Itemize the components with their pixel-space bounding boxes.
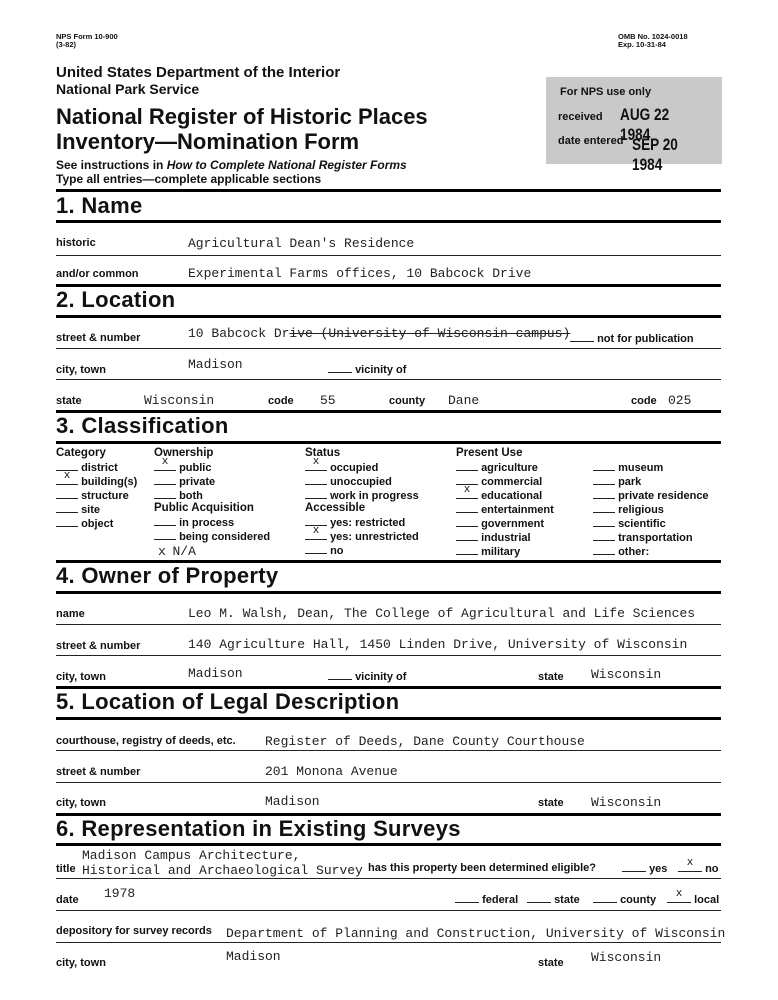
owner-city-value: Madison bbox=[188, 666, 243, 681]
accessible-mark: x bbox=[312, 525, 320, 537]
section-2-title: 2. Location bbox=[56, 287, 176, 312]
form-number: NPS Form 10-900 bbox=[56, 32, 118, 41]
present-use-label: museum bbox=[618, 462, 664, 474]
survey-title-value-1: Madison Campus Architecture, bbox=[82, 848, 301, 863]
ownership-option bbox=[154, 456, 215, 475]
survey-title-value-2: Historical and Archaeological Survey bbox=[82, 863, 363, 878]
status-option bbox=[305, 475, 419, 489]
owner-state-value: Wisconsin bbox=[591, 667, 662, 682]
stamp-heading: For NPS use only bbox=[560, 86, 652, 98]
ownership-options bbox=[154, 456, 216, 503]
present-use-checkbox bbox=[593, 545, 615, 555]
ownership-checkbox bbox=[154, 475, 176, 485]
present-use-label: scientific bbox=[618, 518, 666, 530]
category-option bbox=[56, 503, 137, 517]
present-use-option bbox=[593, 475, 709, 489]
acquisition-na-value: N/A bbox=[172, 544, 196, 559]
ownership-mark: x bbox=[161, 456, 169, 468]
omb-number: OMB No. 1024-0018 bbox=[618, 32, 688, 41]
stamp-received-label: received bbox=[558, 111, 603, 123]
acquisition-option bbox=[154, 516, 270, 530]
present-use-mark: x bbox=[463, 484, 471, 496]
ownership-option bbox=[154, 489, 215, 503]
present-use-checkbox bbox=[593, 461, 615, 471]
status-label: work in progress bbox=[330, 490, 419, 502]
present-use-option bbox=[456, 461, 554, 475]
status-heading: Status bbox=[305, 447, 341, 459]
status-option bbox=[305, 489, 419, 503]
owner-state-label: state bbox=[538, 671, 564, 683]
present-use-option bbox=[456, 503, 554, 517]
present-use-option bbox=[593, 517, 709, 531]
owner-name-label: name bbox=[56, 608, 85, 620]
ownership-label: both bbox=[179, 490, 203, 502]
present-use-label: private residence bbox=[618, 490, 709, 502]
instructions bbox=[56, 158, 407, 172]
category-option bbox=[56, 489, 137, 503]
legal-state-value: Wisconsin bbox=[591, 795, 662, 810]
location-street-value bbox=[188, 326, 570, 341]
ownership-checkbox bbox=[154, 456, 176, 471]
section-6-title: 6. Representation in Existing Surveys bbox=[56, 816, 461, 841]
accessible-label: yes: restricted bbox=[330, 517, 406, 529]
level-federal bbox=[455, 893, 518, 906]
county-value: Dane bbox=[448, 393, 480, 408]
present-use-heading: Present Use bbox=[456, 447, 523, 459]
present-use-label: transportation bbox=[618, 532, 693, 544]
stamp-entered-label: date entered bbox=[558, 135, 624, 147]
status-mark: x bbox=[312, 456, 320, 468]
accessible-heading: Accessible bbox=[305, 502, 366, 514]
status-checkbox bbox=[305, 489, 327, 499]
present-use-options-b bbox=[593, 461, 709, 559]
category-heading: Category bbox=[56, 447, 106, 459]
legal-city-value: Madison bbox=[265, 794, 320, 809]
instructions-2: Type all entries—complete applicable sections bbox=[56, 172, 322, 186]
present-use-option bbox=[456, 531, 554, 545]
stamp-entered-value: SEP 20 1984 bbox=[632, 135, 678, 174]
present-use-option bbox=[456, 545, 554, 559]
status-label: unoccupied bbox=[330, 476, 392, 488]
category-label: object bbox=[81, 518, 114, 530]
eligible-question: has this property been determined eligible? bbox=[368, 862, 596, 874]
accessible-checkbox bbox=[305, 525, 327, 540]
owner-street-value: 140 Agriculture Hall, 1450 Linden Drive, University of Wisconsin bbox=[188, 637, 688, 652]
owner-street-label: street & number bbox=[56, 640, 141, 652]
category-label: building(s) bbox=[81, 476, 138, 488]
category-checkbox bbox=[56, 470, 78, 485]
present-use-label: industrial bbox=[481, 532, 531, 544]
level-state bbox=[527, 893, 580, 906]
location-street-value-a: 10 Babcock Dr bbox=[188, 326, 290, 341]
status-checkbox bbox=[305, 475, 327, 485]
acquisition-checkbox bbox=[154, 516, 176, 526]
acquisition-option bbox=[154, 530, 270, 544]
level-federal-label: federal bbox=[482, 894, 519, 906]
acquisition-options bbox=[154, 516, 270, 544]
location-vicinity-label: vicinity of bbox=[355, 364, 407, 376]
section-5-title: 5. Location of Legal Description bbox=[56, 689, 400, 714]
category-option bbox=[56, 517, 137, 531]
level-state-label: state bbox=[554, 894, 580, 906]
common-label: and/or common bbox=[56, 268, 139, 280]
acquisition-label: being considered bbox=[179, 531, 271, 543]
location-vicinity bbox=[328, 363, 406, 376]
owner-vicinity-label: vicinity of bbox=[355, 671, 407, 683]
present-use-option bbox=[593, 503, 709, 517]
survey-city-value: Madison bbox=[226, 949, 281, 964]
eligible-yes bbox=[622, 862, 667, 875]
present-use-option bbox=[593, 489, 709, 503]
location-state-value: Wisconsin bbox=[144, 393, 215, 408]
depository-label: depository for survey records bbox=[56, 925, 212, 937]
section-1-title: 1. Name bbox=[56, 193, 143, 218]
county-code-value: 025 bbox=[668, 393, 692, 408]
level-county bbox=[593, 893, 656, 906]
present-use-label: government bbox=[481, 518, 545, 530]
public-acquisition-heading: Public Acquisition bbox=[154, 502, 254, 514]
expiration: Exp. 10-31-84 bbox=[618, 40, 666, 49]
present-use-checkbox bbox=[456, 531, 478, 541]
legal-city-label: city, town bbox=[56, 797, 106, 809]
level-county-label: county bbox=[620, 894, 657, 906]
present-use-option bbox=[456, 517, 554, 531]
survey-date-value: 1978 bbox=[104, 886, 136, 901]
legal-street-label: street & number bbox=[56, 766, 141, 778]
acquisition-na-mark: x bbox=[158, 544, 166, 559]
legal-state-label: state bbox=[538, 797, 564, 809]
accessible-checkbox bbox=[305, 544, 327, 554]
present-use-option bbox=[593, 531, 709, 545]
status-options bbox=[305, 456, 419, 503]
survey-state-label: state bbox=[538, 957, 564, 969]
present-use-checkbox bbox=[593, 517, 615, 527]
legal-street-value: 201 Monona Avenue bbox=[265, 764, 398, 779]
survey-city-label: city, town bbox=[56, 957, 106, 969]
eligible-no-label: no bbox=[705, 863, 719, 875]
present-use-checkbox bbox=[593, 531, 615, 541]
state-code-value: 55 bbox=[320, 393, 336, 408]
department: United States Department of the Interior bbox=[56, 64, 341, 81]
category-label: structure bbox=[81, 490, 129, 502]
present-use-checkbox bbox=[593, 503, 615, 513]
courthouse-label: courthouse, registry of deeds, etc. bbox=[56, 735, 236, 747]
historic-label: historic bbox=[56, 237, 96, 249]
county-label: county bbox=[389, 395, 426, 407]
present-use-label: educational bbox=[481, 490, 543, 502]
not-for-publication bbox=[570, 332, 694, 345]
status-option bbox=[305, 456, 419, 475]
category-options bbox=[56, 461, 137, 531]
eligible-no bbox=[678, 857, 719, 875]
present-use-option bbox=[593, 545, 709, 559]
level-local bbox=[667, 888, 720, 906]
owner-vicinity bbox=[328, 670, 406, 683]
survey-date-label: date bbox=[56, 894, 79, 906]
section-3-title: 3. Classification bbox=[56, 413, 229, 438]
present-use-label: other: bbox=[618, 546, 650, 558]
courthouse-value: Register of Deeds, Dane County Courthouse bbox=[265, 734, 585, 749]
acquisition-checkbox bbox=[154, 530, 176, 540]
present-use-label: commercial bbox=[481, 476, 543, 488]
form-revision: (3-82) bbox=[56, 40, 77, 49]
location-street-value-struck: ive (University of Wisconsin campus) bbox=[289, 326, 571, 341]
not-for-publication-label: not for publication bbox=[597, 333, 694, 345]
location-state-label: state bbox=[56, 395, 82, 407]
ownership-option bbox=[154, 475, 215, 489]
present-use-checkbox bbox=[456, 484, 478, 499]
county-code-label: code bbox=[631, 395, 657, 407]
present-use-option bbox=[456, 484, 554, 503]
acquisition-label: in process bbox=[179, 517, 235, 529]
depository-value: Department of Planning and Construction, University of Wisconsin bbox=[226, 926, 726, 941]
level-local-mark: x bbox=[675, 888, 683, 900]
acquisition-na bbox=[158, 544, 196, 559]
category-checkbox bbox=[56, 517, 78, 527]
level-local-label: local bbox=[694, 894, 720, 906]
instructions-ref: How to Complete National Register Forms bbox=[166, 158, 407, 172]
accessible-label: no bbox=[330, 545, 344, 557]
accessible-option bbox=[305, 544, 419, 558]
form-title-1: National Register of Historic Places bbox=[56, 104, 428, 129]
present-use-label: agriculture bbox=[481, 462, 538, 474]
present-use-checkbox bbox=[456, 503, 478, 513]
location-city-label: city, town bbox=[56, 364, 106, 376]
present-use-options-a bbox=[456, 461, 554, 559]
present-use-checkbox bbox=[456, 517, 478, 527]
status-checkbox bbox=[305, 456, 327, 471]
state-code-label: code bbox=[268, 395, 294, 407]
stamp-received-value: AUG 22 1984 bbox=[620, 105, 670, 144]
status-label: occupied bbox=[330, 462, 379, 474]
ownership-checkbox bbox=[154, 489, 176, 499]
location-street-label: street & number bbox=[56, 332, 141, 344]
category-checkbox bbox=[56, 489, 78, 499]
ownership-heading: Ownership bbox=[154, 447, 214, 459]
category-label: site bbox=[81, 504, 101, 516]
present-use-checkbox bbox=[593, 475, 615, 485]
category-mark: x bbox=[63, 470, 71, 482]
owner-name-value: Leo M. Walsh, Dean, The College of Agricultural and Life Sciences bbox=[188, 606, 696, 621]
ownership-label: private bbox=[179, 476, 216, 488]
nps-stamp-box bbox=[546, 77, 722, 174]
accessible-options bbox=[305, 516, 419, 558]
accessible-label: yes: unrestricted bbox=[330, 531, 419, 543]
accessible-option bbox=[305, 525, 419, 544]
category-label: district bbox=[81, 462, 118, 474]
owner-city-label: city, town bbox=[56, 671, 106, 683]
present-use-checkbox bbox=[456, 461, 478, 471]
survey-title-label: title bbox=[56, 863, 76, 875]
present-use-checkbox bbox=[593, 489, 615, 499]
form-title-2: Inventory—Nomination Form bbox=[56, 129, 360, 154]
survey-state-value: Wisconsin bbox=[591, 950, 662, 965]
instructions-prefix: See instructions in bbox=[56, 158, 167, 172]
present-use-label: military bbox=[481, 546, 521, 558]
eligible-yes-label: yes bbox=[649, 863, 668, 875]
historic-value: Agricultural Dean's Residence bbox=[188, 236, 415, 251]
category-checkbox bbox=[56, 503, 78, 513]
present-use-label: park bbox=[618, 476, 642, 488]
present-use-option bbox=[593, 461, 709, 475]
eligible-no-mark: x bbox=[686, 857, 694, 869]
section-4-title: 4. Owner of Property bbox=[56, 563, 279, 588]
ownership-label: public bbox=[179, 462, 212, 474]
present-use-label: religious bbox=[618, 504, 664, 516]
present-use-checkbox bbox=[456, 545, 478, 555]
service: National Park Service bbox=[56, 81, 200, 97]
common-value: Experimental Farms offices, 10 Babcock Drive bbox=[188, 266, 532, 281]
category-option bbox=[56, 470, 138, 489]
present-use-label: entertainment bbox=[481, 504, 554, 516]
location-city-value: Madison bbox=[188, 357, 243, 372]
